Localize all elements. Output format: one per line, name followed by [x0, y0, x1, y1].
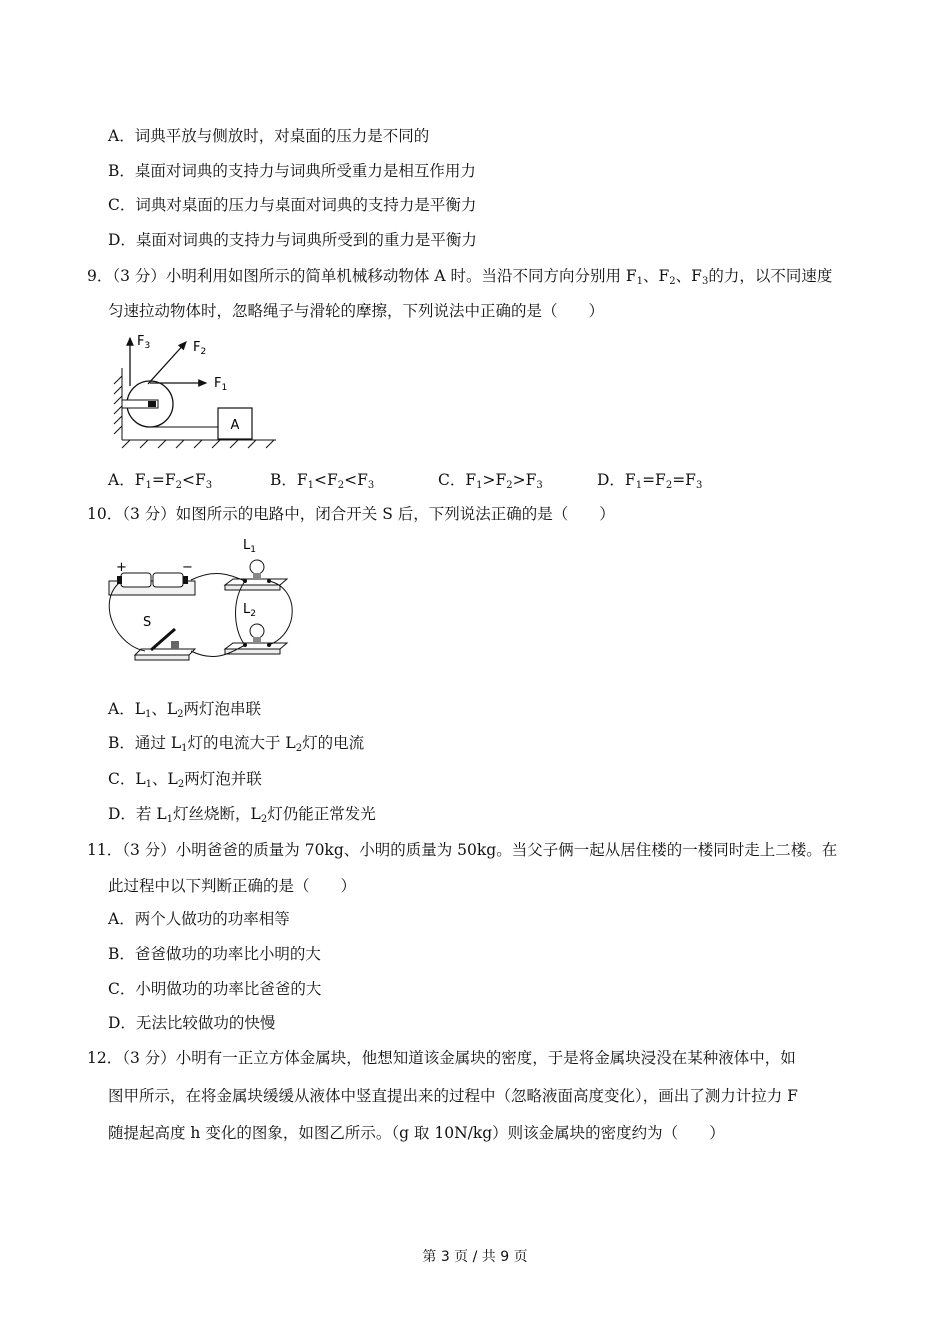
- q10-number: 10．: [87, 505, 123, 523]
- block-a-label: A: [230, 418, 240, 433]
- wall: [114, 368, 122, 440]
- svg-text:L2: $L_2$: [243, 602, 256, 619]
- q11-stem-line1: 11．（3 分）小明爸爸的质量为 70kg、小明的质量为 50kg。当父子俩一起从居住楼的一楼同时走上二楼。在: [87, 841, 838, 859]
- q11-option-b: B．爸爸做功的功率比小明的大: [108, 945, 321, 963]
- battery-holder: [109, 573, 195, 595]
- q12-score: （3 分）: [122, 1049, 176, 1067]
- q12-stem-line2: 图甲所示，在将金属块缓缓从液体中竖直提出来的过程中（忽略液面高度变化），画出了测力计拉力 F: [108, 1087, 798, 1105]
- q9-option-c: C．$F_1>F_2>F_3$: [438, 471, 543, 491]
- svg-text:F2: $F_2$: [193, 340, 207, 357]
- q12-stem-line1: 12．（3 分）小明有一正立方体金属块，他想知道该金属块的密度，于是将金属块浸没在某种液体中，如: [87, 1049, 796, 1067]
- q10-stem: 10．（3 分）如图所示的电路中，闭合开关 S 后，下列说法正确的是（ ）: [87, 505, 615, 523]
- switch-label: S: [143, 615, 152, 630]
- page-footer: 第 3 页 / 共 9 页: [422, 1249, 528, 1265]
- q11-option-c: C．小明做功的功率比爸爸的大: [108, 980, 322, 998]
- floor: [122, 440, 276, 448]
- q12-stem-line3: 随提起高度 h 变化的图象，如图乙所示。（g 取 10N/kg）则该金属块的密度约为（ ）: [108, 1124, 725, 1142]
- svg-text:L1: $L_1$: [243, 538, 256, 555]
- f2-arrow: [148, 342, 186, 384]
- q9-score: （3 分）: [112, 267, 166, 285]
- q11-option-d: D．无法比较做功的快慢: [108, 1014, 276, 1032]
- q10-option-d: D．若 $L_1$灯丝烧断，$L_2$灯仍能正常发光: [108, 805, 376, 825]
- q8-option-d: D．桌面对词典的支持力与词典所受到的重力是平衡力: [108, 231, 477, 249]
- battery-minus: −: [182, 560, 193, 575]
- q9-stem-line1: 9．（3 分）小明利用如图所示的简单机械移动物体 A 时。当沿不同方向分别用 $F_1$、$F_2$、$F_3$的力，以不同速度: [87, 267, 833, 287]
- q11-score: （3 分）: [122, 841, 176, 859]
- q9-stem-line2: 匀速拉动物体时，忽略绳子与滑轮的摩擦，下列说法中正确的是（ ）: [108, 302, 605, 320]
- q11-option-a: A．两个人做功的功率相等: [108, 910, 290, 928]
- q8-option-a: A．词典平放与侧放时，对桌面的压力是不同的: [108, 127, 430, 145]
- q11-stem-line2: 此过程中以下判断正确的是（ ）: [108, 877, 357, 895]
- lamp-l1: [225, 560, 287, 590]
- svg-text:F3: $F_3$: [137, 334, 151, 351]
- q12-number: 12．: [87, 1049, 123, 1067]
- svg-text:F1: $F_1$: [214, 376, 228, 393]
- q9-pulley-figure: [108, 328, 283, 453]
- q9-option-b: B．$F_1<F_2<F_3$: [270, 471, 375, 491]
- q8-option-b: B．桌面对词典的支持力与词典所受重力是相互作用力: [108, 162, 476, 180]
- q10-option-a: A．$L_1$、$L_2$两灯泡串联: [108, 700, 262, 720]
- battery-plus: +: [116, 560, 127, 575]
- q10-score: （3 分）: [122, 505, 176, 523]
- q10-option-c: C．$L_1$、$L_2$两灯泡并联: [108, 770, 262, 790]
- lamp-l2: [225, 624, 287, 654]
- q9-option-a: A．$F_1=F_2<F_3$: [108, 471, 213, 491]
- q8-option-c: C．词典对桌面的压力与桌面对词典的支持力是平衡力: [108, 196, 477, 214]
- q9-number: 9．: [87, 267, 113, 285]
- q9-option-d: D．$F_1=F_2=F_3$: [597, 471, 703, 491]
- switch-s: [135, 629, 195, 660]
- q10-circuit-figure: [105, 533, 300, 665]
- q10-option-b: B．通过 $L_1$灯的电流大于 $L_2$灯的电流: [108, 734, 365, 754]
- q11-number: 11．: [87, 841, 123, 859]
